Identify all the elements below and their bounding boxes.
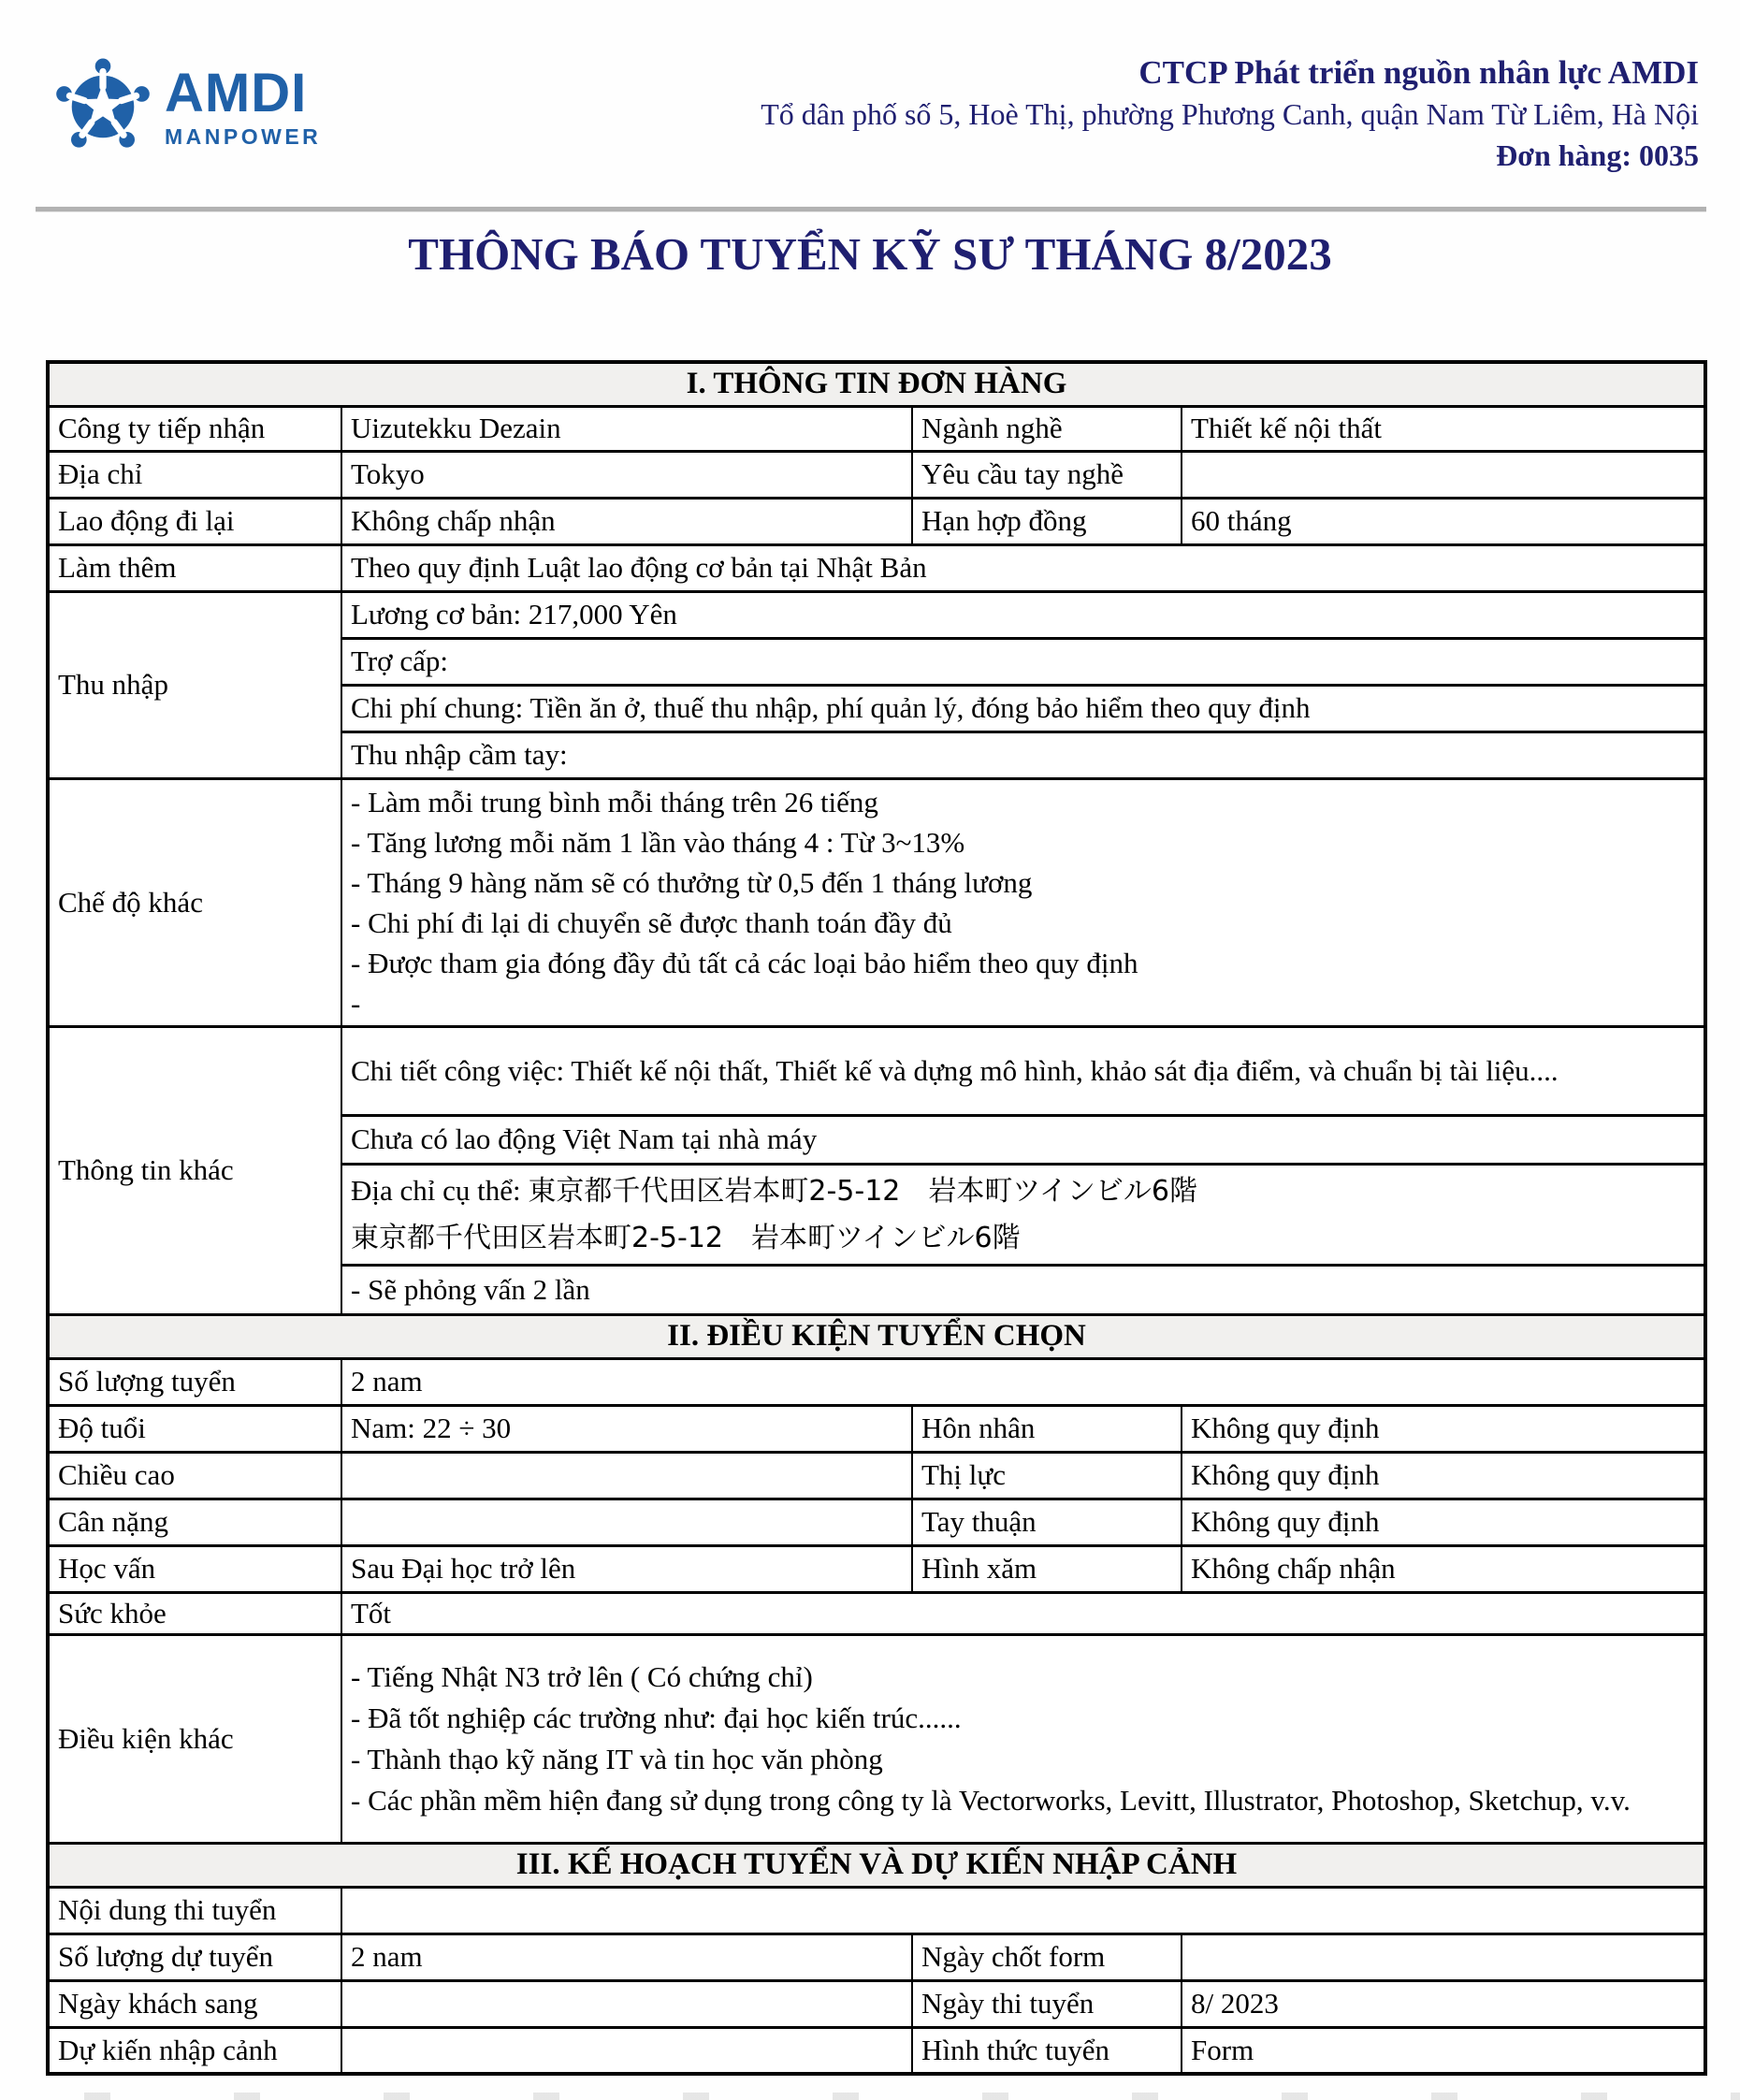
label-ngay-thi-tuyen: Ngày thi tuyển <box>912 1980 1182 2027</box>
label-thi-luc: Thị lực <box>912 1452 1182 1499</box>
specific-address-line: 東京都千代田区岩本町2-5-12 岩本町ツインビル6階 <box>351 1221 1021 1254</box>
specific-address-line <box>351 1167 1695 1215</box>
value-so-luong-tuyen: 2 nam <box>341 1358 1705 1405</box>
label-che-do-khac: Chế độ khác <box>48 778 341 1026</box>
value-nganh-nghe: Thiết kế nội thất <box>1182 406 1705 451</box>
table-row <box>48 1405 1705 1452</box>
value-du-kien-nhap-canh <box>341 2027 912 2074</box>
requirement-line: - Tiếng Nhật N3 trở lên ( Có chứng chỉ) <box>351 1659 813 1693</box>
value-dieu-kien-khac <box>341 1634 1705 1843</box>
table-row <box>48 498 1705 544</box>
value-dia-chi: Tokyo <box>341 451 912 498</box>
label-dieu-kien-khac: Điều kiện khác <box>48 1634 341 1843</box>
table-row <box>48 544 1705 591</box>
value-lam-them: Theo quy định Luật lao động cơ bản tại Nhật Bản <box>341 544 1705 591</box>
value-chi-tiet-cong-viec: Chi tiết công việc: Thiết kế nội thất, Thiết kế và dựng mô hình, khảo sát địa điểm, và chuẩn bị tài liệu.... <box>341 1026 1705 1115</box>
section3-heading-row <box>48 1843 1705 1887</box>
table-row <box>48 451 1705 498</box>
label-dia-chi: Địa chỉ <box>48 451 341 498</box>
label-suc-khoe: Sức khỏe <box>48 1592 341 1634</box>
value-chieu-cao <box>341 1452 912 1499</box>
recruitment-table <box>46 360 1707 2076</box>
company-address: Tổ dân phố số 5, Hoè Thị, phường Phương Canh, quận Nam Từ Liêm, Hà Nội <box>761 97 1699 131</box>
section1-heading: I. THÔNG TIN ĐƠN HÀNG <box>48 362 1705 406</box>
table-row <box>48 1545 1705 1592</box>
company-info-block <box>761 52 1699 176</box>
benefit-line: - Tháng 9 hàng năm sẽ có thưởng từ 0,5 đến 1 tháng lương <box>351 865 1033 899</box>
label-tay-thuan: Tay thuận <box>912 1499 1182 1545</box>
table-row <box>48 778 1705 1026</box>
specific-address-japanese: 東京都千代田区岩本町2-5-12 岩本町ツインビル6階 <box>528 1174 1197 1208</box>
value-lao-dong-viet-nam: Chưa có lao động Việt Nam tại nhà máy <box>341 1115 1705 1164</box>
table-row <box>48 1980 1705 2027</box>
value-ngay-chot-form <box>1182 1933 1705 1980</box>
table-row <box>48 1887 1705 1933</box>
label-so-luong-tuyen: Số lượng tuyển <box>48 1358 341 1405</box>
value-han-hop-dong: 60 tháng <box>1182 498 1705 544</box>
value-ngay-khach-sang <box>341 1980 912 2027</box>
requirement-line: - Đã tốt nghiệp các trường như: đại học kiến trúc...... <box>351 1701 962 1734</box>
value-yeu-cau-tay-nghe <box>1182 451 1705 498</box>
label-can-nang: Cân nặng <box>48 1499 341 1545</box>
value-hinh-thuc-tuyen: Form <box>1182 2027 1705 2074</box>
table-row <box>48 1026 1705 1115</box>
amdi-logo-icon <box>54 52 152 161</box>
label-yeu-cau-tay-nghe: Yêu cầu tay nghề <box>912 451 1182 498</box>
label-noi-dung-thi-tuyen: Nội dung thi tuyển <box>48 1887 341 1933</box>
logo-text: AMDI <box>165 62 308 123</box>
value-hon-nhan: Không quy định <box>1182 1405 1705 1452</box>
benefit-line: - Chi phí đi lại di chuyển sẽ được thanh toán đầy đủ <box>351 905 952 939</box>
value-che-do-khac <box>341 778 1705 1026</box>
label-chieu-cao: Chiều cao <box>48 1452 341 1499</box>
label-lao-dong-di-lai: Lao động đi lại <box>48 498 341 544</box>
company-name: CTCP Phát triển nguồn nhân lực AMDI <box>1138 54 1699 91</box>
label-do-tuoi: Độ tuổi <box>48 1405 341 1452</box>
label-nganh-nghe: Ngành nghề <box>912 406 1182 451</box>
label-ngay-khach-sang: Ngày khách sang <box>48 1980 341 2027</box>
page-title: THÔNG BÁO TUYỂN KỸ SƯ THÁNG 8/2023 <box>408 228 1332 280</box>
table-row <box>48 1592 1705 1634</box>
table-row <box>48 1499 1705 1545</box>
label-cong-ty-tiep-nhan: Công ty tiếp nhận <box>48 406 341 451</box>
label-ngay-chot-form: Ngày chốt form <box>912 1933 1182 1980</box>
value-chi-phi-chung: Chi phí chung: Tiền ăn ở, thuế thu nhập, phí quản lý, đóng bảo hiểm theo quy định <box>341 685 1705 731</box>
label-hoc-van: Học vấn <box>48 1545 341 1592</box>
table-row <box>48 1358 1705 1405</box>
table-row <box>48 591 1705 638</box>
value-hoc-van: Sau Đại học trở lên <box>341 1545 912 1592</box>
logo-wordmark <box>165 62 322 149</box>
table-row <box>48 2027 1705 2074</box>
section2-heading-row <box>48 1314 1705 1358</box>
label-hinh-xam: Hình xăm <box>912 1545 1182 1592</box>
value-lao-dong-di-lai: Không chấp nhận <box>341 498 912 544</box>
value-hinh-xam: Không chấp nhận <box>1182 1545 1705 1592</box>
value-dia-chi-cu-the <box>341 1164 1705 1265</box>
section3-heading: III. KẾ HOẠCH TUYỂN VÀ DỰ KIẾN NHẬP CẢNH <box>48 1843 1705 1887</box>
section1-heading-row <box>48 362 1705 406</box>
section2-heading: II. ĐIỀU KIỆN TUYỂN CHỌN <box>48 1314 1705 1358</box>
value-cong-ty-tiep-nhan: Uizutekku Dezain <box>341 406 912 451</box>
requirement-line: - Các phần mềm hiện đang sử dụng trong công ty là Vectorworks, Levitt, Illustrator, Photoshop, Sketchup, v.v. <box>351 1783 1631 1817</box>
label-thu-nhap: Thu nhập <box>48 591 341 778</box>
value-thi-luc: Không quy định <box>1182 1452 1705 1499</box>
value-luong-co-ban: Lương cơ bản: 217,000 Yên <box>341 591 1705 638</box>
requirement-line: - Thành thạo kỹ năng IT và tin học văn phòng <box>351 1742 883 1775</box>
table-row <box>48 1452 1705 1499</box>
benefit-line: - Tăng lương mỗi năm 1 lần vào tháng 4 : Từ 3~13% <box>351 825 965 859</box>
label-hon-nhan: Hôn nhân <box>912 1405 1182 1452</box>
benefit-line: - Được tham gia đóng đầy đủ tất cả các loại bảo hiểm theo quy định <box>351 946 1138 979</box>
label-thong-tin-khac: Thông tin khác <box>48 1026 341 1314</box>
label-so-luong-du-tuyen: Số lượng dự tuyển <box>48 1933 341 1980</box>
value-tay-thuan: Không quy định <box>1182 1499 1705 1545</box>
value-can-nang <box>341 1499 912 1545</box>
label-lam-them: Làm thêm <box>48 544 341 591</box>
value-so-luong-du-tuyen: 2 nam <box>341 1933 912 1980</box>
value-noi-dung-thi-tuyen <box>341 1887 1705 1933</box>
benefit-line: - <box>351 986 361 1020</box>
label-du-kien-nhap-canh: Dự kiến nhập cảnh <box>48 2027 341 2074</box>
value-phong-van: - Sẽ phỏng vấn 2 lần <box>341 1265 1705 1314</box>
benefit-line: - Làm mỗi trung bình mỗi tháng trên 26 tiếng <box>351 785 878 818</box>
table-row <box>48 1933 1705 1980</box>
table-row <box>48 406 1705 451</box>
document-header <box>54 52 1699 176</box>
value-thu-nhap-cam-tay: Thu nhập cầm tay: <box>341 731 1705 778</box>
logo-subtext: MANPOWER <box>165 123 322 149</box>
value-do-tuoi: Nam: 22 ÷ 30 <box>341 1405 912 1452</box>
value-tro-cap: Trợ cấp: <box>341 638 1705 685</box>
scan-artifact-strip <box>0 2093 1740 2100</box>
table-row <box>48 1634 1705 1843</box>
specific-address-prefix: Địa chỉ cụ thể: <box>351 1173 529 1207</box>
value-suc-khoe: Tốt <box>341 1592 1705 1634</box>
label-hinh-thuc-tuyen: Hình thức tuyển <box>912 2027 1182 2074</box>
value-ngay-thi-tuyen: 8/ 2023 <box>1182 1980 1705 2027</box>
amdi-logo <box>54 52 321 161</box>
order-number: Đơn hàng: 0035 <box>1496 138 1699 172</box>
header-divider <box>36 207 1706 212</box>
label-han-hop-dong: Hạn hợp đồng <box>912 498 1182 544</box>
